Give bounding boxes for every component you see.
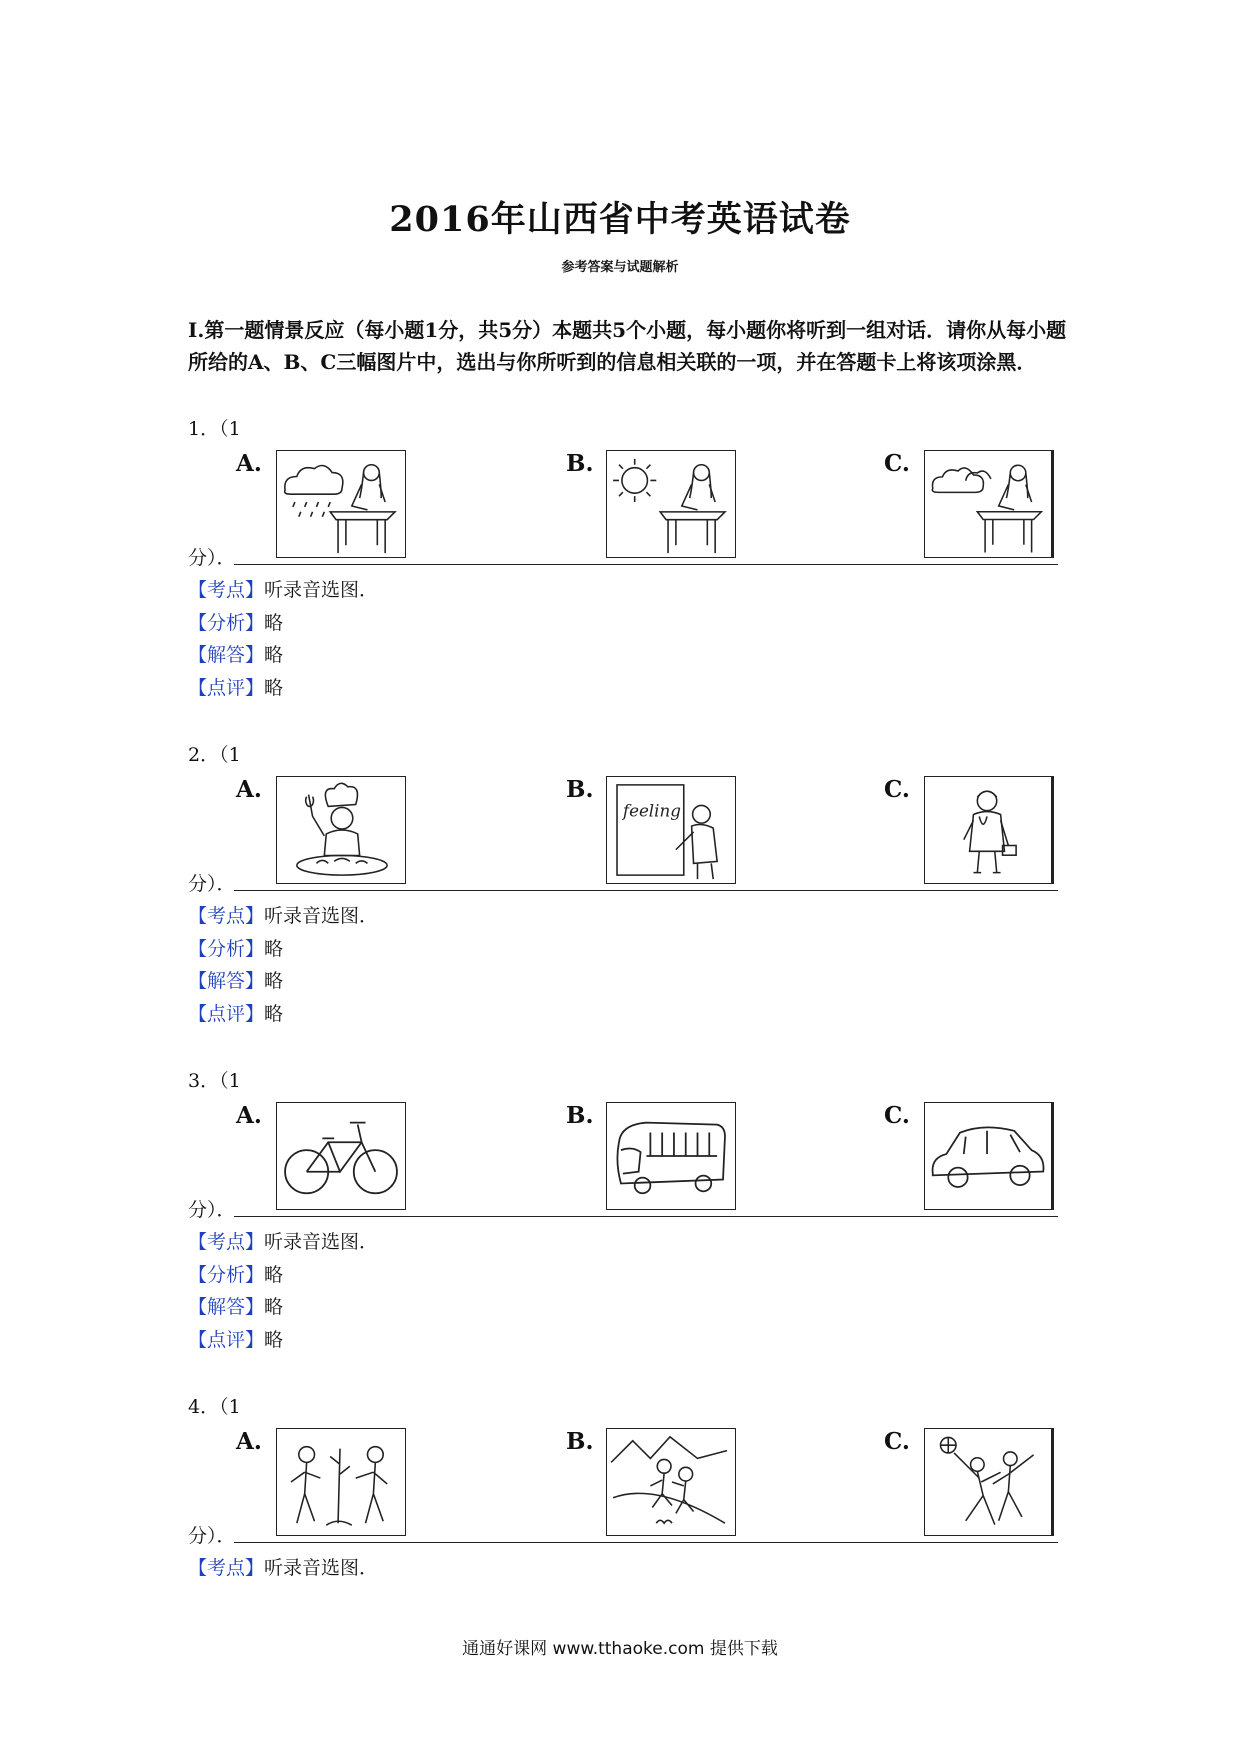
- option-c-label: C.: [884, 1428, 910, 1455]
- analysis-tag: 【考点】: [188, 1231, 265, 1253]
- question-3: [188, 1066, 1058, 1366]
- bus-icon: [607, 1103, 735, 1209]
- option-b-picture: [606, 1102, 736, 1210]
- question-score-unit: 分）．: [188, 873, 236, 895]
- analysis-value: 略: [264, 1296, 284, 1318]
- analysis-tag: 【考点】: [188, 1557, 265, 1579]
- analysis-fenxi: [188, 1259, 378, 1292]
- sun-student-writing-icon: [607, 451, 735, 557]
- analysis-jieda: [188, 639, 378, 672]
- cook-icon: [277, 777, 405, 883]
- analysis-fenxi: [188, 933, 378, 966]
- question-number: 2．（1: [188, 744, 241, 766]
- analysis-tag: 【点评】: [188, 676, 265, 699]
- option-b-label: B.: [566, 1102, 594, 1129]
- analysis-dianping: [188, 998, 378, 1031]
- page-subtitle: 参考答案与试题解析: [561, 260, 679, 275]
- analysis-jieda: [188, 965, 378, 998]
- analysis-tag: 【考点】: [188, 579, 265, 601]
- option-b-picture: [606, 450, 736, 558]
- question-score-unit: 分）．: [188, 1525, 236, 1547]
- analysis-tag: 【分析】: [188, 1263, 265, 1286]
- analysis-value: 听录音选图．: [264, 1231, 379, 1253]
- analysis-value: 略: [264, 644, 284, 666]
- bicycle-icon: [277, 1103, 405, 1209]
- analysis-dianping: [188, 672, 378, 705]
- option-a-picture: [276, 1428, 406, 1536]
- analysis-tag: 【解答】: [188, 970, 265, 992]
- analysis-value: 略: [264, 676, 284, 699]
- analysis-value: 略: [264, 1328, 284, 1351]
- question-score-unit: 分）．: [188, 547, 236, 569]
- section-instructions: Ⅰ.第一题情景反应（每小题1分，共5分）本题共5个小题，每小题你将听到一组对话．请你从每小题所给的A、B、C三幅图片中，选出与你所听到的信息相关联的一项，并在答题卡上将该项涂黑．: [188, 318, 1067, 374]
- rain-cloud-student-writing-icon: [277, 451, 405, 557]
- option-c-label: C.: [884, 776, 910, 803]
- planting-trees-icon: [277, 1429, 405, 1535]
- analysis-value: 略: [264, 1263, 284, 1286]
- teacher-at-blackboard-icon: [607, 777, 735, 883]
- page-footer: 通通好课网 www.tthaoke.com 提供下载: [462, 1639, 778, 1659]
- cloud-student-writing-icon: [925, 451, 1051, 557]
- analysis-kaodian: [188, 900, 378, 933]
- analysis-block: [188, 1226, 378, 1356]
- answer-line: [234, 1216, 1058, 1217]
- analysis-tag: 【点评】: [188, 1002, 265, 1025]
- analysis-dianping: [188, 1324, 378, 1357]
- option-c-picture: [924, 776, 1054, 884]
- analysis-tag: 【点评】: [188, 1328, 265, 1351]
- option-a-picture: [276, 776, 406, 884]
- analysis-tag: 【解答】: [188, 1296, 265, 1318]
- question-number: 1．（1: [188, 418, 241, 440]
- option-a-label: A.: [236, 1102, 262, 1129]
- analysis-kaodian: [188, 574, 378, 607]
- option-c-picture: [924, 1428, 1054, 1536]
- option-a-picture: [276, 1102, 406, 1210]
- analysis-value: 听录音选图．: [264, 905, 379, 927]
- question-2: [188, 740, 1058, 1040]
- option-a-label: A.: [236, 776, 262, 803]
- option-b-label: B.: [566, 450, 594, 477]
- analysis-tag: 【分析】: [188, 611, 265, 634]
- option-a-label: A.: [236, 450, 262, 477]
- answer-line: [234, 890, 1058, 891]
- answer-line: [234, 1542, 1058, 1543]
- analysis-block: [188, 1552, 378, 1585]
- analysis-fenxi: [188, 607, 378, 640]
- analysis-tag: 【分析】: [188, 937, 265, 960]
- analysis-value: 听录音选图．: [264, 579, 379, 601]
- question-number: 4．（1: [188, 1396, 241, 1418]
- svg-text:feeling: feeling: [622, 801, 681, 821]
- option-a-label: A.: [236, 1428, 262, 1455]
- answer-line: [234, 564, 1058, 565]
- option-b-picture: [606, 1428, 736, 1536]
- question-number: 3．（1: [188, 1070, 241, 1092]
- question-score-unit: 分）．: [188, 1199, 236, 1221]
- option-c-label: C.: [884, 1102, 910, 1129]
- analysis-value: 听录音选图．: [264, 1557, 379, 1579]
- analysis-value: 略: [264, 1002, 284, 1025]
- analysis-value: 略: [264, 937, 284, 960]
- mountain-climbing-icon: [607, 1429, 735, 1535]
- analysis-jieda: [188, 1291, 378, 1324]
- option-a-picture: [276, 450, 406, 558]
- analysis-block: [188, 574, 378, 704]
- doctor-icon: [925, 777, 1051, 883]
- option-c-picture: [924, 450, 1054, 558]
- analysis-block: [188, 900, 378, 1030]
- option-c-picture: [924, 1102, 1054, 1210]
- analysis-value: 略: [264, 611, 284, 634]
- analysis-value: 略: [264, 970, 284, 992]
- playing-ball-icon: [925, 1429, 1051, 1535]
- question-1: [188, 414, 1058, 714]
- analysis-kaodian: [188, 1552, 378, 1585]
- option-b-picture: [606, 776, 736, 884]
- analysis-kaodian: [188, 1226, 378, 1259]
- option-b-label: B.: [566, 1428, 594, 1455]
- option-c-label: C.: [884, 450, 910, 477]
- page-title: 2016年山西省中考英语试卷: [389, 199, 851, 240]
- analysis-tag: 【考点】: [188, 905, 265, 927]
- option-b-label: B.: [566, 776, 594, 803]
- analysis-tag: 【解答】: [188, 644, 265, 666]
- car-icon: [925, 1103, 1051, 1209]
